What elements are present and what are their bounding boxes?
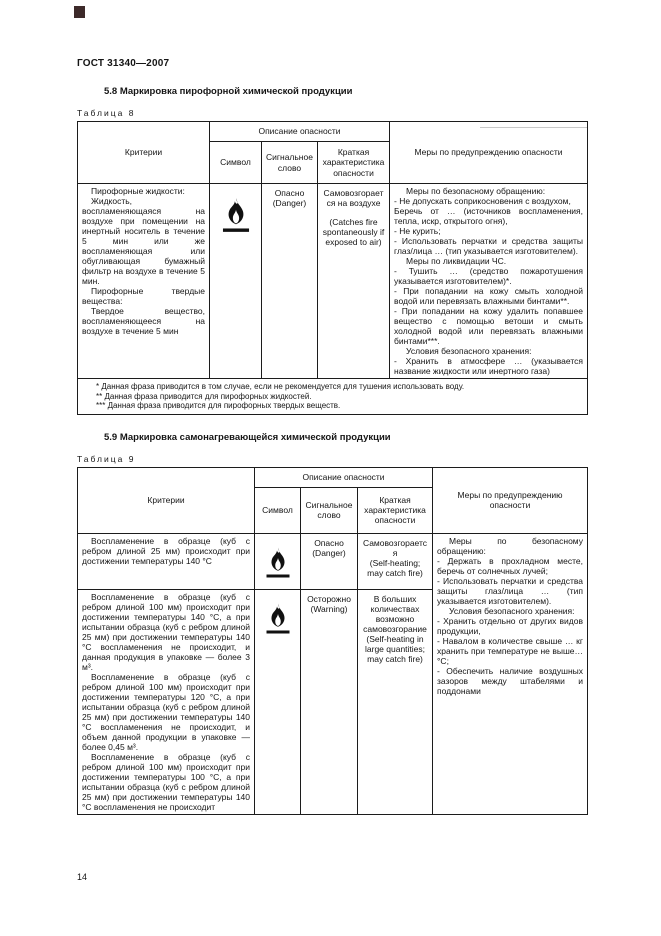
- flame-icon: [263, 602, 293, 637]
- table9-row1-brief-cell: [358, 533, 433, 589]
- criteria-paragraph: Воспламенение в образце (куб с ребром длиной 100 мм) происходит при достижении температуры 100 °С, а при испытании образца (куб с ребром длиной 25 мм) при достижении температуры 140 °С воспламенения не происходит: [82, 751, 250, 812]
- table8-measures-cell: [390, 184, 588, 379]
- table8-criteria-cell: [78, 184, 210, 379]
- hazard-brief-translation: (Self-heating in large quantities; may catch fire): [365, 633, 426, 664]
- hazard-brief-translation: (Self-heating; may catch fire): [367, 557, 423, 578]
- measure-item: - Не допускать соприкосновения с воздухом,: [394, 196, 571, 207]
- table8-header-criteria: Критерии: [78, 122, 210, 184]
- table9-row2-brief-cell: [358, 589, 433, 814]
- measure-item: - Навалом в количестве свыше … кг хранить при температуре не выше… °С;: [437, 635, 583, 666]
- measure-item: - Тушить … (средство пожаротушения указывается изготовителем)*.: [394, 266, 583, 287]
- footnote-item: *** Данная фраза приводится для пирофорных твердых веществ.: [96, 401, 341, 411]
- hazard-brief-text: Самовозгорается на воздухе: [323, 188, 384, 209]
- scan-corner-mark: [74, 6, 85, 18]
- table9-header-criteria: Критерии: [78, 467, 255, 533]
- hazard-brief-text: Самовозгорается: [362, 537, 428, 558]
- table9-header-hazard-description: Описание опасности: [255, 467, 433, 487]
- measure-item: - Хранить отдельно от других видов продукции,: [437, 615, 583, 636]
- table9-row1-symbol-cell: [255, 533, 301, 589]
- table9-row-1: [78, 533, 588, 589]
- measure-item: - При попадании на кожу смыть холодной водой или перевязать влажными бинтами**.: [394, 286, 583, 307]
- signal-word-translation: (Danger): [312, 547, 346, 558]
- page-number: 14: [77, 872, 88, 882]
- footnote-item: ** Данная фраза приводится для пирофорных жидкостей.: [96, 391, 312, 401]
- measure-item: - При попадании на кожу удалить попавшее вещество с помощью ветоши и смыть холодной водой или перевязать влажными бинтами***.: [394, 306, 583, 347]
- measure-item: - Использовать перчатки и средства защиты глаз/лица … (тип указывается изготовителем).: [437, 575, 583, 606]
- table-8-caption: Таблица 8: [77, 108, 136, 118]
- flame-icon: [219, 196, 253, 236]
- table9-row2-criteria-cell: [78, 589, 255, 814]
- signal-word-text: Опасно: [314, 537, 344, 548]
- table-9-caption: Таблица 9: [77, 453, 136, 464]
- table8-brief-cell: [318, 184, 390, 379]
- measure-item: - Хранить в атмосфере … (указывается название жидкости или инертного газа): [394, 356, 583, 377]
- criteria-paragraph: Пирофорные твердые вещества:: [82, 286, 205, 307]
- section-5-9-title: 5.9 Маркировка самонагревающейся химической продукции: [104, 431, 391, 443]
- table8-header-measures: Меры по предупреждению опасности: [390, 122, 588, 184]
- section-5-8-title: 5.8 Маркировка пирофорной химической продукции: [104, 86, 353, 97]
- table9-header-signal-word: Сигнальное слово: [301, 487, 358, 533]
- measure-item: - Обеспечить наличие воздушных зазоров между штабелями и поддонами: [437, 665, 583, 696]
- hazard-brief-text: В больших количествах возможно самовозгорание: [363, 593, 427, 634]
- criteria-paragraph: Воспламенение в образце (куб с ребром длиной 100 мм) происходит при достижении температуры 120 °С, а при испытании образца (куб с ребром длиной 25 мм) при достижении температуры 140 °С воспламенения не происходит, и объем данной продукции в упаковке — более 0,45 м³.: [82, 671, 250, 752]
- criteria-paragraph: Твердое вещество, воспламеняющееся на воздухе в течение 5 мин: [82, 306, 205, 337]
- table9-row2-signal-cell: [301, 589, 358, 814]
- table8-signal-cell: [262, 184, 318, 379]
- criteria-paragraph: Воспламенение в образце (куб с ребром длиной 100 мм) происходит при достижении температуры 140 °С, а при испытании образца (куб с ребром длиной 25 мм) при достижении температуры 140 °С воспламенения не происходит, и данная продукция в упаковке — более 3 м³.: [82, 591, 250, 672]
- doc-header: ГОСТ 31340—2007: [77, 58, 170, 69]
- table9-measures-cell: [433, 533, 588, 814]
- table-9: [77, 467, 588, 815]
- criteria-paragraph: Жидкость, воспламеняющаяся на воздухе при помещении на инертный носитель в течение 5 мин или же воспламеняющая или обугливающая бумажный фильтр на воздухе в течение 5 мин.: [82, 196, 205, 287]
- table9-row2-symbol-cell: [255, 589, 301, 814]
- table8-header-brief: Краткая характеристика опасности: [318, 142, 390, 184]
- table8-header-symbol: Символ: [210, 142, 262, 184]
- measure-item: Беречь от … (источников воспламенения, тепла, искр, открытого огня),: [394, 206, 583, 227]
- hazard-brief-translation: (Catches fire spontaneously if exposed to air): [322, 217, 385, 248]
- table8-body-row: [78, 184, 588, 379]
- table9-header-measures: Меры по предупреждению опасности: [433, 467, 588, 533]
- table9-row1-signal-cell: [301, 533, 358, 589]
- measure-heading: Условия безопасного хранения:: [449, 605, 575, 616]
- table9-header-symbol: Символ: [255, 487, 301, 533]
- page-content: [77, 58, 588, 815]
- measure-heading: Меры по безопасному обращению:: [406, 186, 546, 196]
- table-8: [77, 121, 588, 415]
- measure-item: - Использовать перчатки и средства защиты глаз/лица … (тип указывается изготовителем).: [394, 236, 583, 257]
- measure-item: - Держать в прохладном месте, беречь от солнечных лучей;: [437, 555, 583, 576]
- signal-word-text: Опасно: [274, 188, 305, 198]
- flame-icon: [263, 546, 293, 581]
- table8-header-hazard-description: Описание опасности: [210, 122, 390, 142]
- footnote-item: * Данная фраза приводится в том случае, если не рекомендуется для тушения использовать воду.: [96, 382, 465, 392]
- table9-row1-criteria-cell: [78, 533, 255, 589]
- signal-word-text: Осторожно: [307, 593, 351, 604]
- criteria-paragraph: Пирофорные жидкости:: [91, 186, 185, 196]
- measure-heading: Меры по безопасному обращению:: [437, 535, 583, 556]
- table8-header-signal-word: Сигнальное слово: [262, 142, 318, 184]
- table8-symbol-cell: [210, 184, 262, 379]
- table9-header-brief: Краткая характеристика опасности: [358, 487, 433, 533]
- signal-word-translation: (Warning): [310, 603, 348, 614]
- criteria-paragraph: Воспламенение в образце (куб с ребром длиной 25 мм) происходит при достижении температуры 140 °С: [82, 535, 250, 566]
- measure-item: - Не курить;: [394, 226, 441, 237]
- signal-word-translation: (Danger): [272, 198, 307, 209]
- measure-heading: Условия безопасного хранения:: [406, 346, 532, 357]
- table8-footnotes-cell: [78, 379, 588, 414]
- measure-heading: Меры по ликвидации ЧС.: [406, 256, 507, 267]
- table8-footnotes-row: [78, 379, 588, 414]
